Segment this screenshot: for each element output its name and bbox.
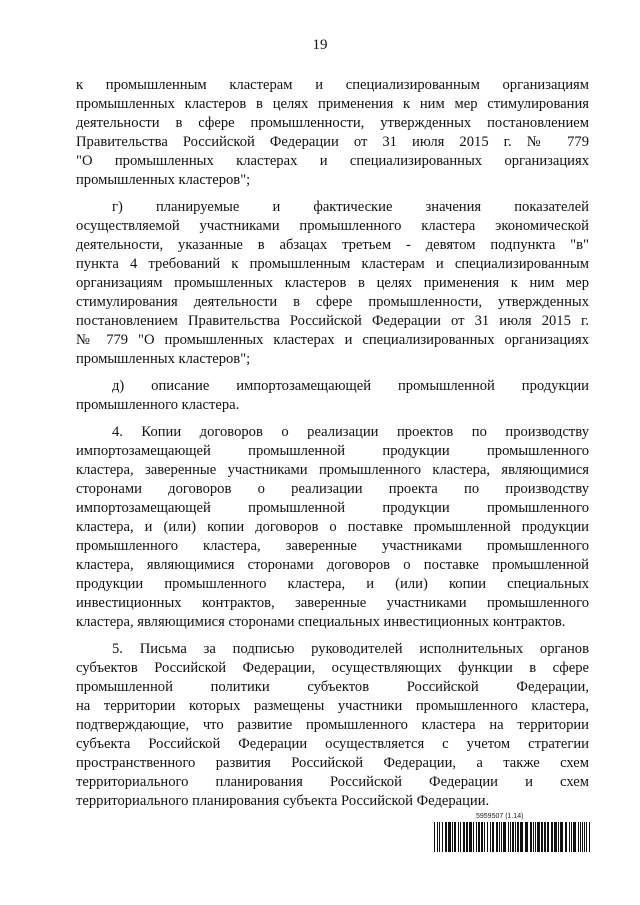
text-line: кластера, и (или) копии договоров о поставке промышленной продукции [76,519,589,535]
text-line: кластера, заверенные участниками промышленного кластера, являющимися [76,462,589,478]
text-line: промышленного кластера. [76,397,240,413]
text-line: № 779 "О промышленных кластерах и специализированных организациях [76,332,589,348]
page-number: 19 [312,37,328,53]
text-line: промышленных кластеров"; [76,172,251,188]
text-line: импортозамещающей промышленной продукции промышленного [76,500,589,516]
text-line: субъекта Российской Федерации осуществляется с учетом стратегии [76,736,589,752]
text-line: промышленных кластеров"; [76,351,251,367]
text-line: стимулирования деятельности в сфере промышленности, утвержденных [76,294,589,310]
text-line: сторонами договоров о реализации проекта по производству [76,481,589,497]
text-line: на территории которых размещены участники промышленного кластера, [76,698,589,714]
text-line: "О промышленных кластерах и специализированных организациях [76,153,589,169]
text-line: д) описание импортозамещающей промышленной продукции [112,378,589,394]
paragraph [76,198,589,369]
text-line: промышленного кластера, заверенные участниками промышленного [76,538,589,554]
text-line: территориального планирования Российской Федерации и схем [76,774,589,790]
paragraph [76,377,589,415]
text-line: продукции промышленного кластера, и (или) копии специальных [76,576,589,592]
text-line: инвестиционных контрактов, заверенные участниками промышленного [76,595,589,611]
text-line: деятельности в сфере промышленности, утвержденных постановлением [76,115,589,131]
text-line: промышленных кластеров в целях применения к ним мер стимулирования [76,96,589,112]
text-line: территориального планирования субъекта Российской Федерации. [76,793,490,809]
text-line: г) планируемые и фактические значения показателей [112,199,589,215]
text-line: субъектов Российской Федерации, осуществляющих функции в сфере [76,660,589,676]
text-line: деятельности, указанные в абзацах третьем - девятом подпункта "в" [76,237,589,253]
text-line: пространственного развития Российской Федерации, а также схем [76,755,589,771]
text-line: кластера, являющимися сторонами специальных инвестиционных контрактов. [76,614,566,630]
text-line: пункта 4 требований к промышленным кластерам и специализированным [76,256,589,272]
text-line: организациям промышленных кластеров в целях применения к ним мер [76,275,589,291]
document-body [76,76,589,811]
text-line: Правительства Российской Федерации от 31 июля 2015 г. № 779 [76,134,589,150]
text-line: импортозамещающей промышленной продукции промышленного [76,443,589,459]
text-line: 4. Копии договоров о реализации проектов по производству [112,424,589,440]
paragraph [76,640,589,811]
text-line: подтверждающие, что развитие промышленного кластера на территории [76,717,589,733]
paragraph [76,76,589,190]
paragraph [76,423,589,632]
text-line: кластера, являющимися сторонами договоров о поставке промышленной [76,557,589,573]
text-line: к промышленным кластерам и специализированным организациям [76,77,589,93]
text-line: промышленной политики субъектов Российской Федерации, [76,679,589,695]
barcode-icon [434,822,590,852]
document-code: 5959507 (1.14) [476,813,524,820]
text-line: осуществляемой участниками промышленного кластера экономической [76,218,589,234]
text-line: 5. Письма за подписью руководителей исполнительных органов [112,641,589,657]
text-line: постановлением Правительства Российской Федерации от 31 июля 2015 г. [76,313,589,329]
